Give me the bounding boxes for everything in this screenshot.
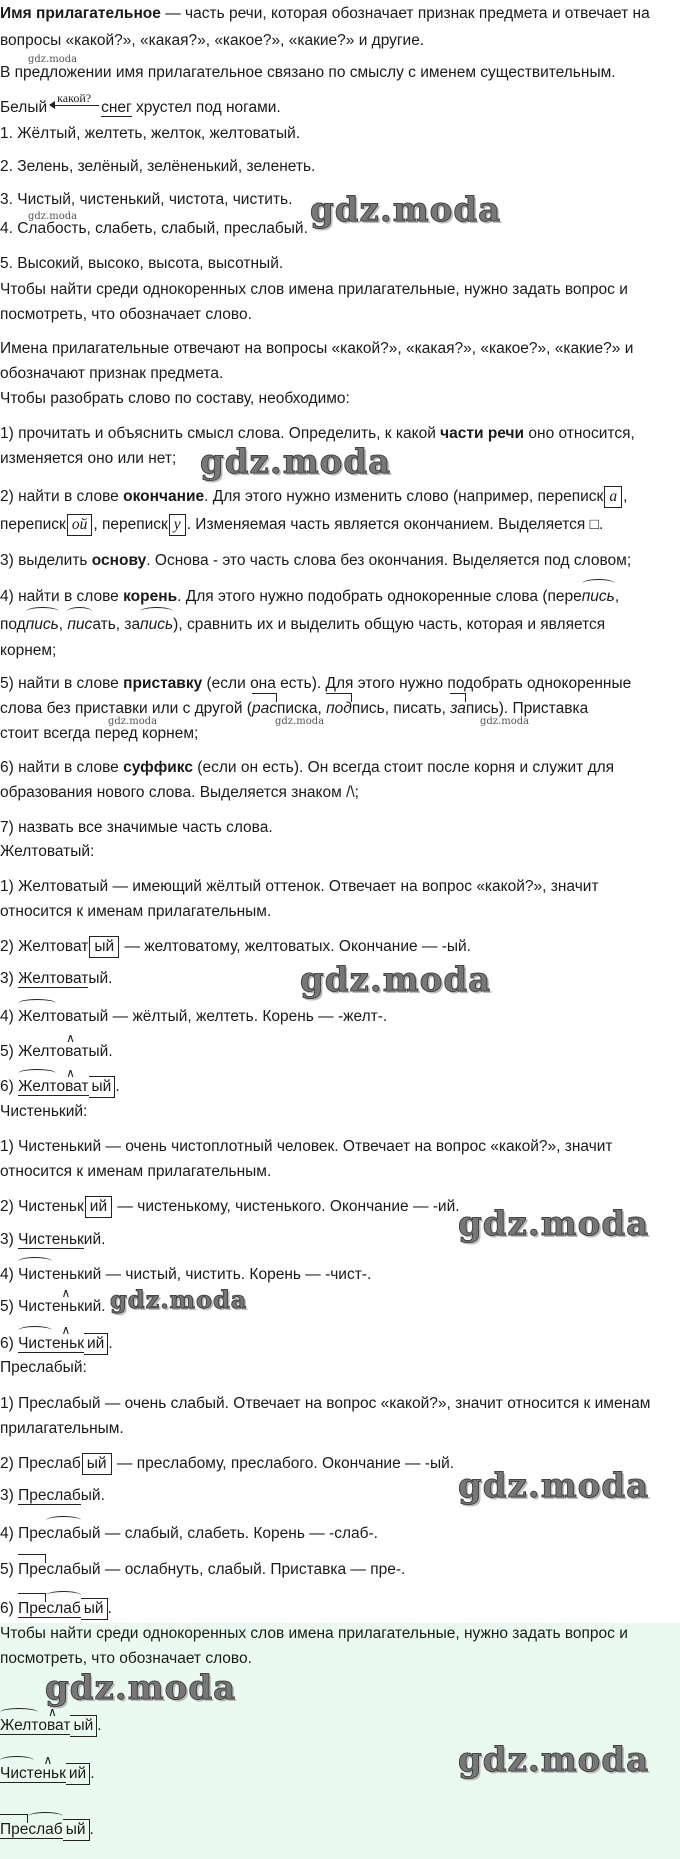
watermark: gdz.moda — [110, 1285, 248, 1314]
step-text: под — [0, 616, 26, 633]
root-mark: слаб — [46, 1595, 80, 1623]
word-3-step-4 — [0, 1520, 676, 1548]
term: Имя прилагательное — [0, 5, 161, 22]
watermark-small: gdz.moda — [28, 211, 78, 222]
word-text: ый. — [88, 970, 113, 987]
word-text: 4) — [0, 1266, 19, 1283]
ending-box: ой — [67, 514, 93, 536]
example-adjective: Белый — [0, 99, 48, 116]
example-sentence — [0, 91, 676, 122]
word-text: 4) Пре — [0, 1525, 47, 1542]
step-text: ать, за — [92, 616, 141, 633]
word-text: ий. — [83, 1231, 106, 1248]
word-1-step-2 — [0, 933, 676, 961]
ending-box: ый — [89, 1076, 116, 1098]
word-text: 6) — [0, 1600, 19, 1617]
word-text: 2) Чистеньк — [0, 1198, 84, 1215]
group-2: 2. Зелень, зелёный, зелёненький, зеленеть. — [0, 158, 316, 175]
ending-box: у — [169, 514, 186, 536]
example-end: хрустел под ногами. — [131, 99, 281, 116]
link-sentence: В предложении имя прилагательное связано по смыслу с именем существительным. — [0, 64, 616, 81]
word-text: 5) — [0, 1561, 19, 1578]
word-text: 6) — [0, 1335, 19, 1352]
base-mark: Желтоват — [18, 970, 89, 987]
prefix-mark: за — [450, 695, 466, 723]
suffix-mark: ∧ еньк — [52, 1330, 84, 1358]
watermark-small: gdz.moda — [480, 716, 530, 727]
step-text: (если она есть). Для этого нужно подобрать однокоренные — [202, 675, 632, 692]
word-2-step-4 — [0, 1261, 676, 1289]
ending-box: ий — [85, 1196, 112, 1218]
step-text: 4) найти в слове — [0, 588, 124, 605]
word-1-step-5 — [0, 1038, 676, 1066]
root-mark: Чист — [18, 1330, 52, 1358]
ending-box: а — [604, 486, 622, 508]
word-2-step-1b: относится к именам прилагательным. — [0, 1163, 272, 1180]
ending-box: ый — [70, 1715, 97, 1737]
root-mark: Желт — [18, 1073, 56, 1101]
step-text: ), сравнить их и выделить общую часть, которая и является — [173, 616, 606, 633]
word-text: ый. — [80, 1487, 105, 1504]
ending-box: ый — [63, 1819, 90, 1841]
prefix-mark: рас — [252, 695, 277, 723]
step-text: пись, писать, — [351, 700, 451, 717]
task-line-2: посмотреть, что обозначает слово. — [0, 306, 252, 323]
word-1-step-1b: относится к именам прилагательным. — [0, 903, 272, 920]
root-mark: слаб — [46, 1520, 80, 1548]
prefix-mark: под — [326, 695, 352, 723]
root-mark: пись — [582, 583, 615, 611]
watermark-small: gdz.moda — [28, 54, 78, 65]
suffix-mark: ∧ оват — [38, 1712, 70, 1740]
word-1-step-1a: 1) Желтоватый — имеющий жёлтый оттенок. Отвечает на вопрос «какой?», значит — [0, 878, 599, 895]
watermark: gdz.moda — [200, 442, 392, 482]
word-text: — чистенькому, чистенького. Окончание — -ий. — [113, 1198, 460, 1215]
step-2b — [0, 511, 676, 539]
group-3: 3. Чистый, чистенький, чистота, чистить. — [0, 191, 293, 208]
group-4: 4. Слабость, слабеть, слабый, преслабый. — [0, 220, 308, 237]
arrow-question: какой? — [57, 91, 92, 105]
base-mark: Преслаб — [18, 1487, 81, 1504]
answer-word-3 — [0, 1816, 676, 1844]
step-6a — [0, 754, 676, 782]
word-text: 4) — [0, 1008, 19, 1025]
step-text: . Изменяемая часть является окончанием. Выделяется □. — [186, 516, 604, 533]
step-7: 7) назвать все значимые часть слова. — [0, 819, 273, 836]
ending-box: ый — [81, 1598, 108, 1620]
word-text: 6) — [0, 1078, 19, 1095]
prefix-mark: Пре — [18, 1556, 46, 1584]
ending-box: ий — [84, 1333, 108, 1355]
word-text: ый — слабый, слабеть. Корень — -слаб-. — [80, 1525, 378, 1542]
step-text: (если он есть). Он всегда стоит после корня и служит для — [192, 759, 615, 776]
root-mark: Желт — [18, 1003, 56, 1031]
step-text: оно относится, — [524, 425, 635, 442]
step-text: 2) найти в слове — [0, 488, 124, 505]
word-3-title: Преслабый: — [0, 1359, 87, 1376]
step-keyword: суффикс — [123, 759, 193, 776]
task-line-4: обозначают признак предмета. — [0, 365, 224, 382]
example-noun: снег — [101, 99, 132, 116]
suffix-mark: ∧ еньк — [52, 1293, 84, 1321]
step-1b: изменяется оно или нет; — [0, 450, 177, 467]
word-text: 3) — [0, 1231, 19, 1248]
prefix-mark: Пре — [18, 1595, 46, 1623]
word-2-step-1a: 1) Чистенький — очень чистоплотный человек. Отвечает на вопрос «какой?», значит — [0, 1138, 613, 1155]
step-5c: стоит всегда перед корнем; — [0, 725, 199, 742]
question-arrow-icon — [49, 91, 99, 112]
watermark-small: gdz.moda — [275, 716, 325, 727]
word-text: 2) Преслаб — [0, 1455, 81, 1472]
word-text: — желтоватому, желтоватых. Окончание — -ый. — [120, 938, 471, 955]
root-mark: Чист — [0, 1760, 34, 1788]
definition-line-1 — [0, 0, 676, 28]
answer-line-2: посмотреть, что обозначает слово. — [0, 1650, 252, 1667]
step-3 — [0, 547, 676, 575]
watermark: gdz.moda — [310, 190, 502, 230]
step-text: . Для этого нужно изменить слово (например, переписк — [204, 488, 604, 505]
group-1: 1. Жёлтый, желтеть, желток, желтоватый. — [0, 125, 301, 142]
suffix-mark: ∧ еньк — [34, 1760, 66, 1788]
word-3-step-1a: 1) Преслабый — очень слабый. Отвечает на вопрос «какой?», значит относится к именам — [0, 1395, 651, 1412]
step-5b — [0, 695, 676, 723]
task-line-1: Чтобы найти среди однокоренных слов имена прилагательные, нужно задать вопрос и — [0, 281, 628, 298]
word-text: ый. — [88, 1043, 113, 1060]
step-4b — [0, 611, 676, 639]
prefix-mark: Пре — [0, 1816, 28, 1844]
step-keyword: приставку — [123, 675, 203, 692]
step-4c: корнем; — [0, 642, 57, 659]
step-keyword: корень — [123, 588, 178, 605]
step-text: пись). Приставка — [465, 700, 589, 717]
word-text: ий. — [83, 1298, 106, 1315]
definition-line-2: вопросы «какой?», «какая?», «какое?», «какие?» и другие. — [0, 32, 425, 49]
watermark-small: gdz.moda — [108, 716, 158, 727]
word-text: — преслабому, преслабого. Окончание — -ый. — [112, 1455, 455, 1472]
task-line-5: Чтобы разобрать слово по составу, необходимо: — [0, 390, 350, 407]
word-1-step-4 — [0, 1003, 676, 1031]
word-2-title: Чистенький: — [0, 1103, 88, 1120]
word-text: 3) — [0, 1487, 19, 1504]
step-keyword: части речи — [440, 425, 525, 442]
step-6b: образования нового слова. Выделяется знаком /\; — [0, 784, 359, 801]
word-3-step-5 — [0, 1556, 676, 1584]
step-text: 6) найти в слове — [0, 759, 124, 776]
watermark: gdz.moda — [458, 1466, 650, 1506]
ending-box: ий — [66, 1763, 90, 1785]
word-text: 3) — [0, 970, 19, 987]
step-2a: 2) найти в слове окончание. Для этого нужно изменить слово (например, переписк а , — [0, 483, 676, 511]
word-3-step-6: 6) Преслаб ый . — [0, 1595, 676, 1623]
root-mark: пись — [26, 611, 59, 639]
watermark: gdz.moda — [458, 1204, 650, 1244]
step-text: . Основа - это часть слова без окончания. Выделяется под словом; — [146, 552, 632, 569]
group-5: 5. Высокий, высоко, высота, высотный. — [0, 255, 284, 272]
step-text: , — [58, 616, 68, 633]
word-text: 5) Желт — [0, 1043, 57, 1060]
word-text: 2) Желтоват — [0, 938, 89, 955]
step-keyword: основу — [91, 552, 147, 569]
word-1-step-6: 6) Желт∧ оват ый . — [0, 1073, 676, 1101]
word-text: оватый — жёлтый, желтеть. Корень — -желт-. — [56, 1008, 388, 1025]
answer-line-1: Чтобы найти среди однокоренных слов имена прилагательные, нужно задать вопрос и — [0, 1625, 628, 1642]
word-2-step-6: 6) Чист∧ еньк ий . — [0, 1330, 676, 1358]
root-mark: Желт — [0, 1712, 38, 1740]
suffix-mark: ∧ оват — [56, 1073, 88, 1101]
watermark: gdz.moda — [300, 960, 492, 1000]
base-mark: Чистеньк — [18, 1231, 84, 1248]
step-text: 5) найти в слове — [0, 675, 124, 692]
watermark: gdz.moda — [45, 1668, 237, 1708]
ending-box: ый — [89, 936, 119, 958]
root-mark: пись — [140, 611, 173, 639]
step-text: писка, — [276, 700, 327, 717]
word-text: . — [89, 1821, 94, 1838]
definition-text: — часть речи, которая обозначает признак предмета и отвечает на — [160, 5, 650, 22]
suffix-mark: ∧ оват — [56, 1038, 88, 1066]
word-1-title: Желтоватый: — [0, 843, 95, 860]
watermark: gdz.moda — [458, 1740, 650, 1780]
word-text: 5) Чист — [0, 1298, 52, 1315]
step-text: . Для этого нужно подобрать однокоренные слова (пере — [177, 588, 582, 605]
step-keyword: окончание — [123, 488, 205, 505]
word-text: . — [97, 1717, 102, 1734]
root-mark: пис — [67, 611, 92, 639]
step-text: 3) выделить — [0, 552, 92, 569]
word-2-step-5 — [0, 1293, 676, 1321]
word-text: слабый — ослабнуть, слабый. Приставка — пре-. — [46, 1561, 406, 1578]
answer-word-1 — [0, 1712, 676, 1740]
word-text: енький — чистый, чистить. Корень — -чист-. — [51, 1266, 372, 1283]
step-text: переписк — [0, 516, 66, 533]
step-text: слова без приставки или с другой ( — [0, 700, 252, 717]
word-3-step-1b: прилагательным. — [0, 1420, 124, 1437]
step-4a: 4) найти в слове корень. Для этого нужно подобрать однокоренные слова (перепись, — [0, 583, 676, 611]
task-line-3: Имена прилагательные отвечают на вопросы «какой?», «какая?», «какое?», «какие?» и — [0, 340, 634, 357]
root-mark: Чист — [18, 1261, 52, 1289]
root-mark: слаб — [28, 1816, 62, 1844]
word-text: . — [90, 1765, 95, 1782]
ending-box: ый — [82, 1453, 112, 1475]
step-text: , переписк — [93, 516, 168, 533]
step-text: 1) прочитать и объяснить смысл слова. Определить, к какой — [0, 425, 441, 442]
